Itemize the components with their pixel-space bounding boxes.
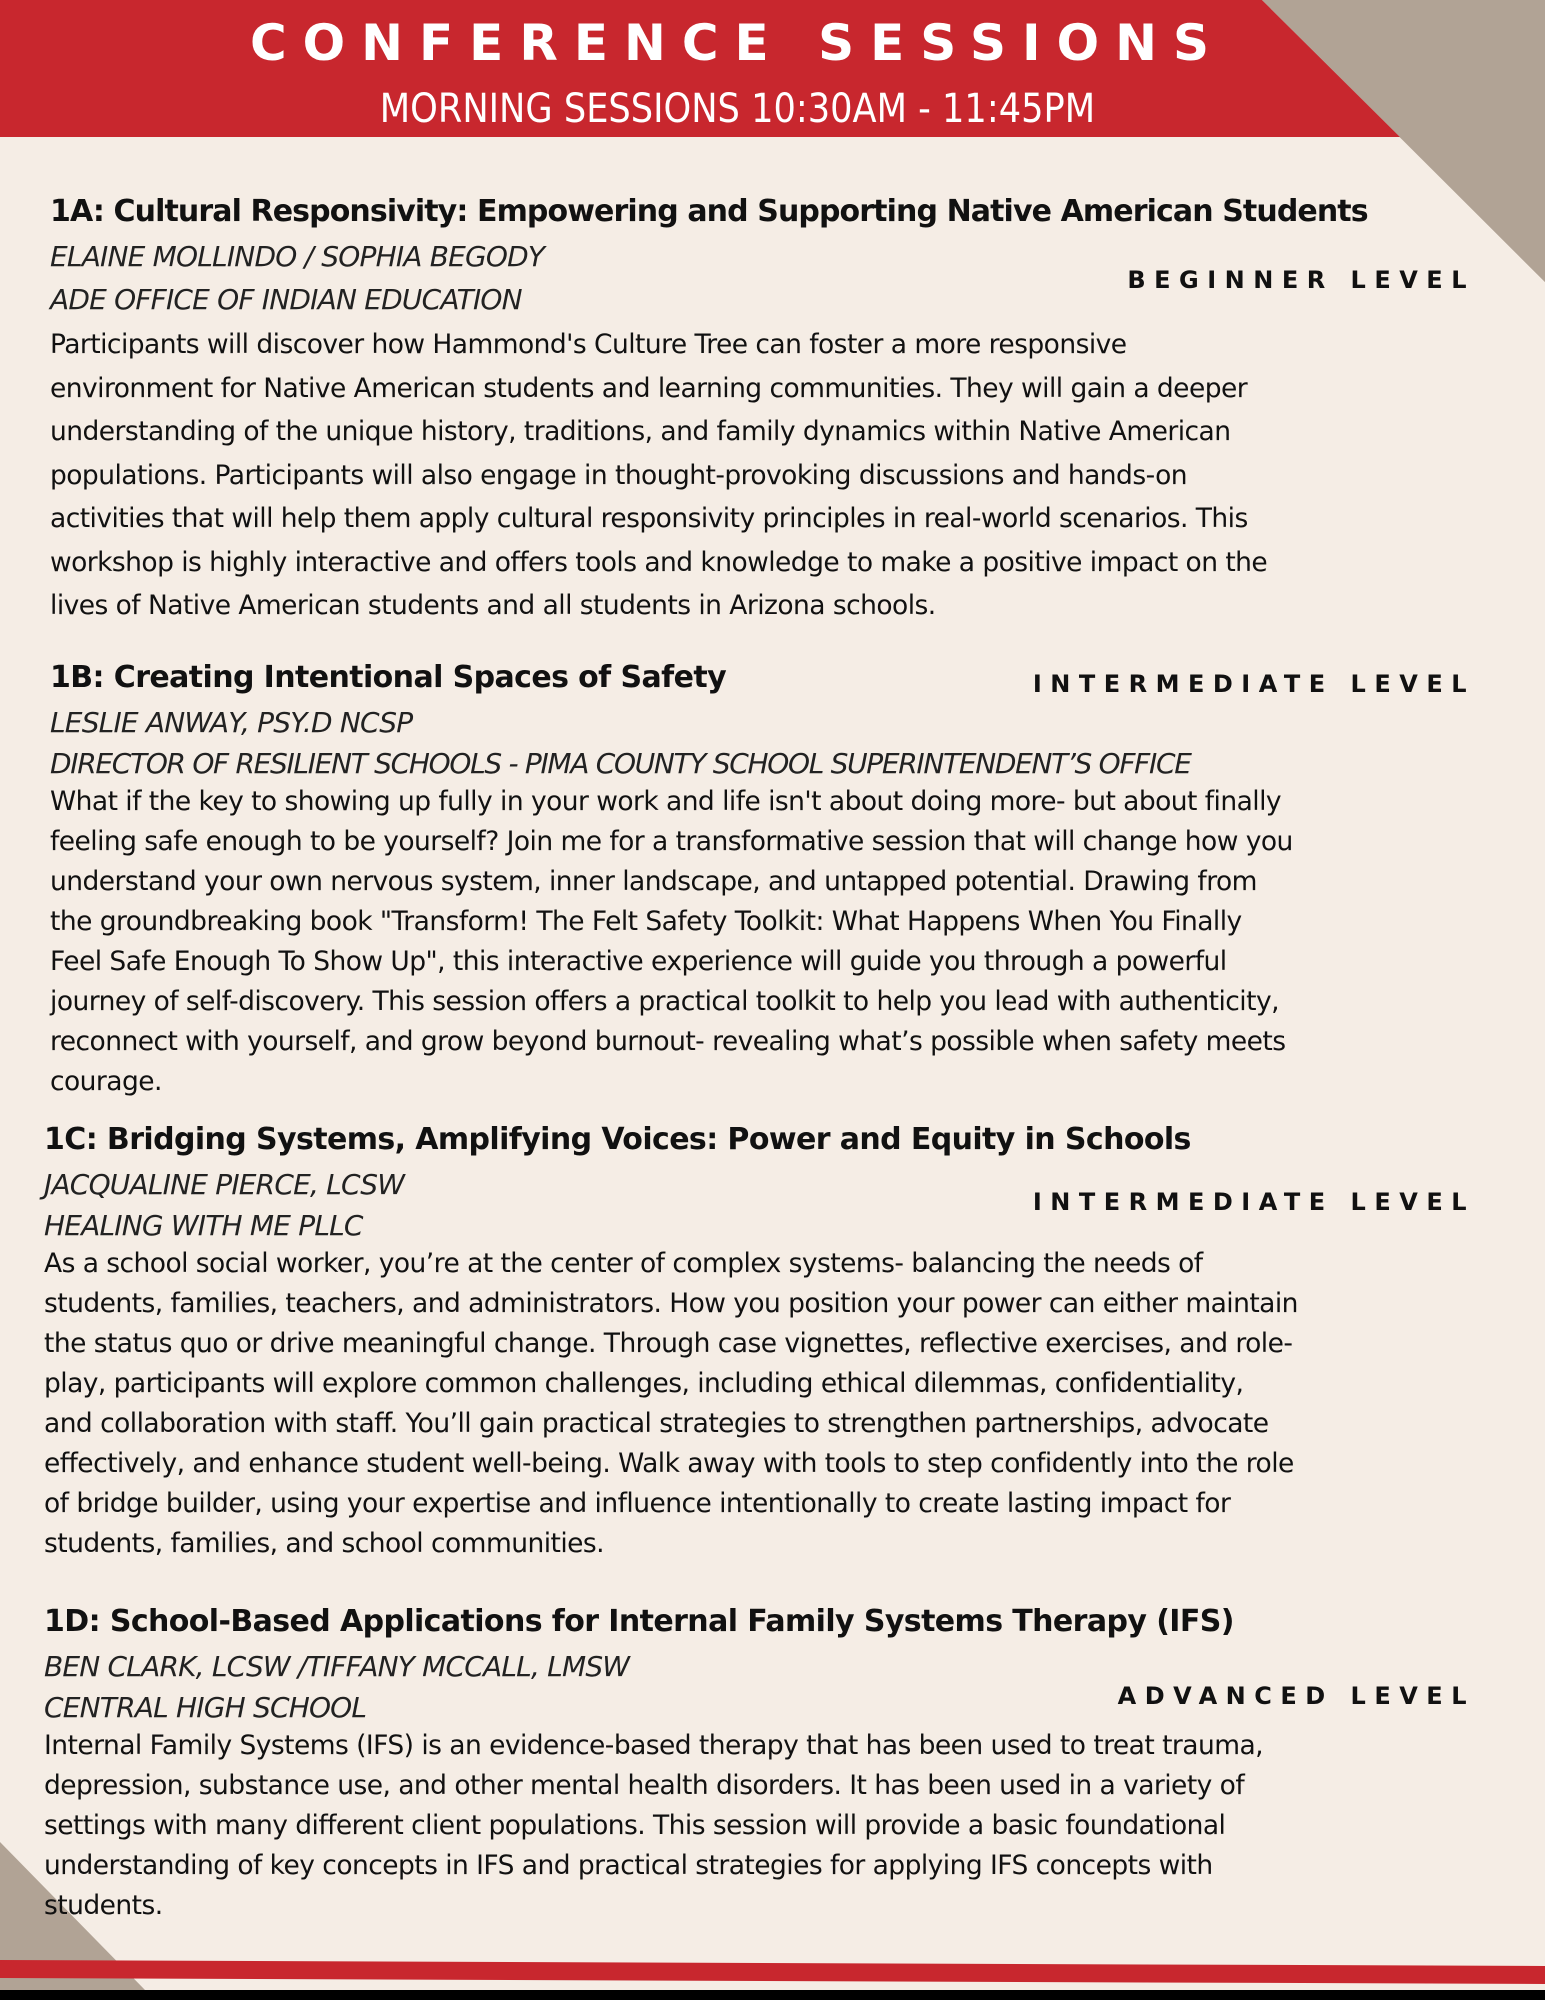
session-level: BEGINNER LEVEL — [1127, 266, 1475, 294]
session-title: 1B: Creating Intentional Spaces of Safety — [50, 660, 727, 695]
page-subtitle: MORNING SESSIONS 10:30AM - 11:45PM — [379, 86, 1096, 132]
page-title: CONFERENCE SESSIONS — [249, 14, 1226, 72]
session-organization: ADE OFFICE OF INDIAN EDUCATION — [50, 283, 522, 316]
session-description: Participants will discover how Hammond's Culture Tree can foster a more responsive environment for Native American students and learning communities. They will gain a deeper understanding of the unique history, traditions, and family dynamics within Native American populations. Participants will also engage in thought-provoking discussions and hands-on activities that will help them apply cultural responsivity principles in real-world scenarios. This workshop is highly interactive and offers tools and knowledge to make a positive impact on the lives of Native American students and all students in Arizona schools. — [50, 329, 1268, 621]
session-title: 1D: School-Based Applications for Internal Family Systems Therapy (IFS) — [44, 1604, 1234, 1639]
session-presenters: LESLIE ANWAY, PSY.D NCSP — [50, 706, 413, 739]
session-level: ADVANCED LEVEL — [1117, 1682, 1475, 1710]
session-level: INTERMEDIATE LEVEL — [1032, 1188, 1475, 1216]
session-presenters: BEN CLARK, LCSW /TIFFANY MCCALL, LMSW — [44, 1650, 630, 1683]
header — [0, 0, 1545, 137]
session-description: As a school social worker, you’re at the center of complex systems- balancing the needs of students, families, teachers, and administrators. How you position your power can either maintain the status quo or drive meaningful change. Through case vignettes, reflective exercises, and role- play, participants will explore common challenges, including ethical dilemmas, confidentiality, and collaboration with staff. You’ll gain practical strategies to strengthen partnerships, advocate effectively, and enhance student well-being. Walk away with tools to step confidently into the role of bridge builder, using your expertise and influence intentionally to create lasting impact for students, families, and school communities. — [44, 1248, 1298, 1559]
session-organization: HEALING WITH ME PLLC — [44, 1209, 363, 1242]
session-organization: DIRECTOR OF RESILIENT SCHOOLS - PIMA COUNTY SCHOOL SUPERINTENDENT’S OFFICE — [50, 747, 1191, 780]
session-description: Internal Family Systems (IFS) is an evidence-based therapy that has been used to treat trauma, depression, substance use, and other mental health disorders. It has been used in a variety of settings with many different client populations. This session will provide a basic foundational understanding of key concepts in IFS and practical strategies for applying IFS concepts with students. — [44, 1730, 1264, 1921]
session-title: 1A: Cultural Responsivity: Empowering and Supporting Native American Students — [50, 194, 1368, 229]
bottom-black-bar — [0, 1990, 1545, 2000]
session-presenters: JACQUALINE PIERCE, LCSW — [44, 1168, 405, 1201]
session-description: What if the key to showing up fully in your work and life isn't about doing more- but about finally feeling safe enough to be yourself? Join me for a transformative session that will change how you understand your own nervous system, inner landscape, and untapped potential. Drawing from the groundbreaking book "Transform! The Felt Safety Toolkit: What Happens When You Finally Feel Safe Enough To Show Up", this interactive experience will guide you through a powerful journey of self-discovery. This session offers a practical toolkit to help you lead with authenticity, reconnect with yourself, and grow beyond burnout- revealing what’s possible when safety meets courage. — [50, 786, 1293, 1097]
session-level: INTERMEDIATE LEVEL — [1032, 670, 1475, 698]
session-title: 1C: Bridging Systems, Amplifying Voices: Power and Equity in Schools — [44, 1122, 1191, 1157]
session-organization: CENTRAL HIGH SCHOOL — [44, 1691, 367, 1724]
bottom-red-stripe — [0, 1960, 1545, 1984]
session-presenters: ELAINE MOLLINDO / SOPHIA BEGODY — [50, 240, 545, 273]
